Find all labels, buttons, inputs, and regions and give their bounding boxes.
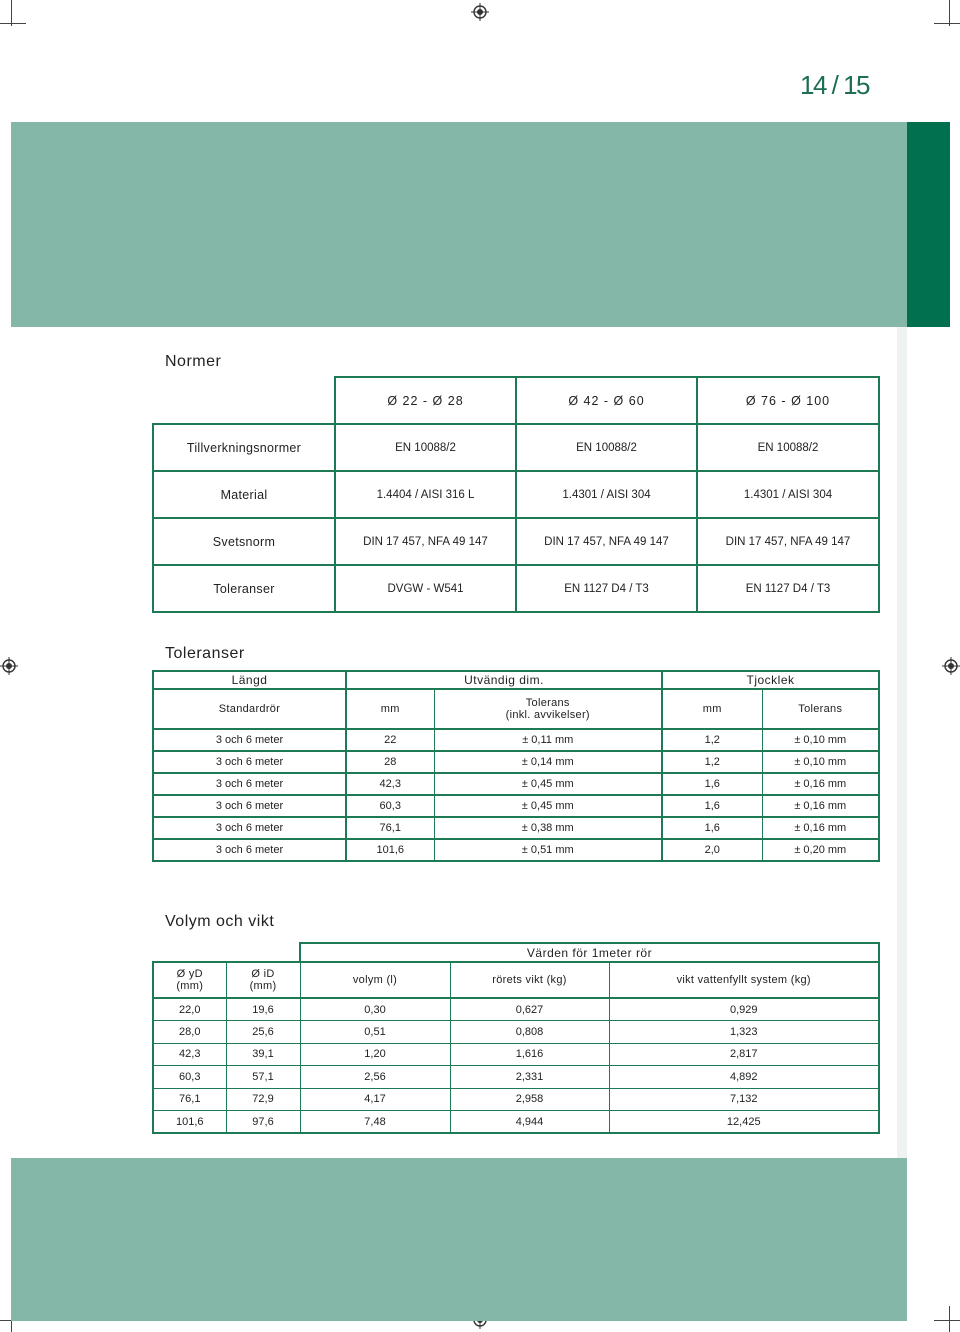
table-row bbox=[153, 518, 879, 565]
table-cell: 1.4404 / AISI 316 L bbox=[335, 471, 516, 518]
table-header-row bbox=[153, 377, 879, 424]
page-number: 14 / 15 bbox=[800, 70, 870, 100]
table-cell: 3 och 6 meter bbox=[153, 773, 346, 795]
table-row bbox=[153, 424, 879, 471]
table-row bbox=[153, 1021, 879, 1044]
norms-title: Normer bbox=[165, 353, 222, 370]
table-cell: EN 1127 D4 / T3 bbox=[516, 565, 697, 612]
column-header-line: (inkl. avvikelser) bbox=[505, 709, 590, 721]
column-header-line: (mm) bbox=[249, 980, 277, 992]
table-cell: 76,1 bbox=[346, 817, 434, 839]
table-cell: EN 1127 D4 / T3 bbox=[697, 565, 879, 612]
table-cell: 0,30 bbox=[300, 998, 450, 1021]
table-cell: 28,0 bbox=[153, 1021, 226, 1044]
table-cell: 4,17 bbox=[300, 1088, 450, 1111]
table-cell: 7,132 bbox=[609, 1088, 879, 1111]
table-row bbox=[153, 751, 879, 773]
table-cell: 1,20 bbox=[300, 1043, 450, 1066]
table-row bbox=[153, 998, 879, 1021]
table-cell: EN 10088/2 bbox=[335, 424, 516, 471]
table-cell: 3 och 6 meter bbox=[153, 751, 346, 773]
row-label: Toleranser bbox=[153, 565, 335, 612]
column-header: Ø 22 - Ø 28 bbox=[335, 377, 516, 424]
column-header: volym (l) bbox=[300, 962, 450, 998]
table-cell: 2,0 bbox=[662, 839, 762, 861]
registration-mark-icon bbox=[942, 657, 960, 675]
table-cell: 97,6 bbox=[226, 1111, 300, 1134]
table-row bbox=[153, 1088, 879, 1111]
table-cell: 25,6 bbox=[226, 1021, 300, 1044]
column-header: mm bbox=[662, 689, 762, 729]
table-group-header-row bbox=[153, 671, 879, 689]
column-header bbox=[153, 962, 226, 998]
table-cell: ± 0,16 mm bbox=[762, 817, 879, 839]
column-header-line: Ø yD bbox=[176, 968, 203, 980]
table-cell: 76,1 bbox=[153, 1088, 226, 1111]
table-group-header-row bbox=[153, 943, 879, 962]
table-cell: 60,3 bbox=[346, 795, 434, 817]
row-label: Svetsnorm bbox=[153, 518, 335, 565]
registration-mark-icon bbox=[0, 657, 18, 675]
column-header: Ø 42 - Ø 60 bbox=[516, 377, 697, 424]
table-cell: 72,9 bbox=[226, 1088, 300, 1111]
table-cell: ± 0,45 mm bbox=[434, 795, 662, 817]
table-row bbox=[153, 471, 879, 518]
table-cell: 1,616 bbox=[450, 1043, 609, 1066]
column-header: Tolerans bbox=[762, 689, 879, 729]
norms-table bbox=[152, 376, 880, 613]
table-row bbox=[153, 839, 879, 861]
table-cell: 1,2 bbox=[662, 729, 762, 751]
table-cell: 1,6 bbox=[662, 795, 762, 817]
group-header-values: Värden för 1meter rör bbox=[300, 943, 879, 962]
table-cell: 3 och 6 meter bbox=[153, 729, 346, 751]
table-cell-blank bbox=[153, 377, 335, 424]
row-label: Tillverkningsnormer bbox=[153, 424, 335, 471]
table-row bbox=[153, 795, 879, 817]
table-cell: 7,48 bbox=[300, 1111, 450, 1134]
table-cell: 3 och 6 meter bbox=[153, 839, 346, 861]
table-cell: 2,817 bbox=[609, 1043, 879, 1066]
table-cell: 2,56 bbox=[300, 1066, 450, 1089]
crop-mark bbox=[0, 23, 26, 24]
table-cell: 1,6 bbox=[662, 773, 762, 795]
table-cell: ± 0,16 mm bbox=[762, 773, 879, 795]
table-cell: 22 bbox=[346, 729, 434, 751]
column-header-line: Tolerans bbox=[525, 697, 570, 709]
table-cell: ± 0,10 mm bbox=[762, 729, 879, 751]
table-cell: ± 0,45 mm bbox=[434, 773, 662, 795]
tolerances-table bbox=[152, 670, 880, 862]
table-cell: ± 0,38 mm bbox=[434, 817, 662, 839]
table-cell: 42,3 bbox=[153, 1043, 226, 1066]
table-cell: 42,3 bbox=[346, 773, 434, 795]
column-header: Ø 76 - Ø 100 bbox=[697, 377, 879, 424]
footer-band bbox=[11, 1158, 907, 1321]
volume-table bbox=[152, 942, 880, 1134]
tolerances-title: Toleranser bbox=[165, 645, 245, 662]
page-edge-shade bbox=[897, 327, 907, 1158]
table-row bbox=[153, 773, 879, 795]
header-band-accent bbox=[907, 122, 950, 327]
table-cell: 101,6 bbox=[346, 839, 434, 861]
column-header-line: (mm) bbox=[176, 980, 204, 992]
table-cell: DIN 17 457, NFA 49 147 bbox=[697, 518, 879, 565]
row-label: Material bbox=[153, 471, 335, 518]
table-cell: 2,331 bbox=[450, 1066, 609, 1089]
group-header-thickness: Tjocklek bbox=[662, 671, 879, 689]
table-row bbox=[153, 729, 879, 751]
column-header: rörets vikt (kg) bbox=[450, 962, 609, 998]
column-header: Standardrör bbox=[153, 689, 346, 729]
crop-mark bbox=[949, 1306, 950, 1332]
table-cell: 0,627 bbox=[450, 998, 609, 1021]
table-cell-blank bbox=[153, 943, 300, 962]
table-row bbox=[153, 1043, 879, 1066]
crop-mark bbox=[934, 23, 960, 24]
table-cell: EN 10088/2 bbox=[697, 424, 879, 471]
column-header bbox=[434, 689, 662, 729]
column-header: vikt vattenfyllt system (kg) bbox=[609, 962, 879, 998]
crop-mark bbox=[934, 1320, 960, 1321]
table-row bbox=[153, 565, 879, 612]
table-row bbox=[153, 817, 879, 839]
table-cell: 0,929 bbox=[609, 998, 879, 1021]
table-cell: ± 0,14 mm bbox=[434, 751, 662, 773]
column-header bbox=[226, 962, 300, 998]
table-cell: ± 0,20 mm bbox=[762, 839, 879, 861]
table-cell: 0,808 bbox=[450, 1021, 609, 1044]
table-cell: DIN 17 457, NFA 49 147 bbox=[516, 518, 697, 565]
table-cell: 1,6 bbox=[662, 817, 762, 839]
table-row bbox=[153, 1111, 879, 1134]
table-cell: 1,2 bbox=[662, 751, 762, 773]
table-cell: 1,323 bbox=[609, 1021, 879, 1044]
table-cell: 2,958 bbox=[450, 1088, 609, 1111]
table-cell: 60,3 bbox=[153, 1066, 226, 1089]
table-cell: ± 0,51 mm bbox=[434, 839, 662, 861]
table-cell: 1.4301 / AISI 304 bbox=[516, 471, 697, 518]
table-cell: 4,892 bbox=[609, 1066, 879, 1089]
table-cell: DVGW - W541 bbox=[335, 565, 516, 612]
table-cell: 101,6 bbox=[153, 1111, 226, 1134]
table-cell: DIN 17 457, NFA 49 147 bbox=[335, 518, 516, 565]
table-cell: 22,0 bbox=[153, 998, 226, 1021]
table-cell: 12,425 bbox=[609, 1111, 879, 1134]
header-band bbox=[11, 122, 907, 327]
table-cell: EN 10088/2 bbox=[516, 424, 697, 471]
table-cell: 19,6 bbox=[226, 998, 300, 1021]
table-cell: 3 och 6 meter bbox=[153, 795, 346, 817]
table-cell: 3 och 6 meter bbox=[153, 817, 346, 839]
table-cell: 4,944 bbox=[450, 1111, 609, 1134]
table-header-row bbox=[153, 689, 879, 729]
table-cell: ± 0,16 mm bbox=[762, 795, 879, 817]
column-header-line: Ø iD bbox=[251, 968, 275, 980]
table-header-row bbox=[153, 962, 879, 998]
table-row bbox=[153, 1066, 879, 1089]
table-cell: ± 0,10 mm bbox=[762, 751, 879, 773]
volume-title: Volym och vikt bbox=[165, 913, 275, 930]
table-cell: 39,1 bbox=[226, 1043, 300, 1066]
group-header-outer: Utvändig dim. bbox=[346, 671, 662, 689]
table-cell: ± 0,11 mm bbox=[434, 729, 662, 751]
registration-mark-icon bbox=[471, 3, 489, 21]
table-cell: 28 bbox=[346, 751, 434, 773]
table-cell: 1.4301 / AISI 304 bbox=[697, 471, 879, 518]
table-cell: 0,51 bbox=[300, 1021, 450, 1044]
group-header-length: Längd bbox=[153, 671, 346, 689]
column-header: mm bbox=[346, 689, 434, 729]
table-cell: 57,1 bbox=[226, 1066, 300, 1089]
